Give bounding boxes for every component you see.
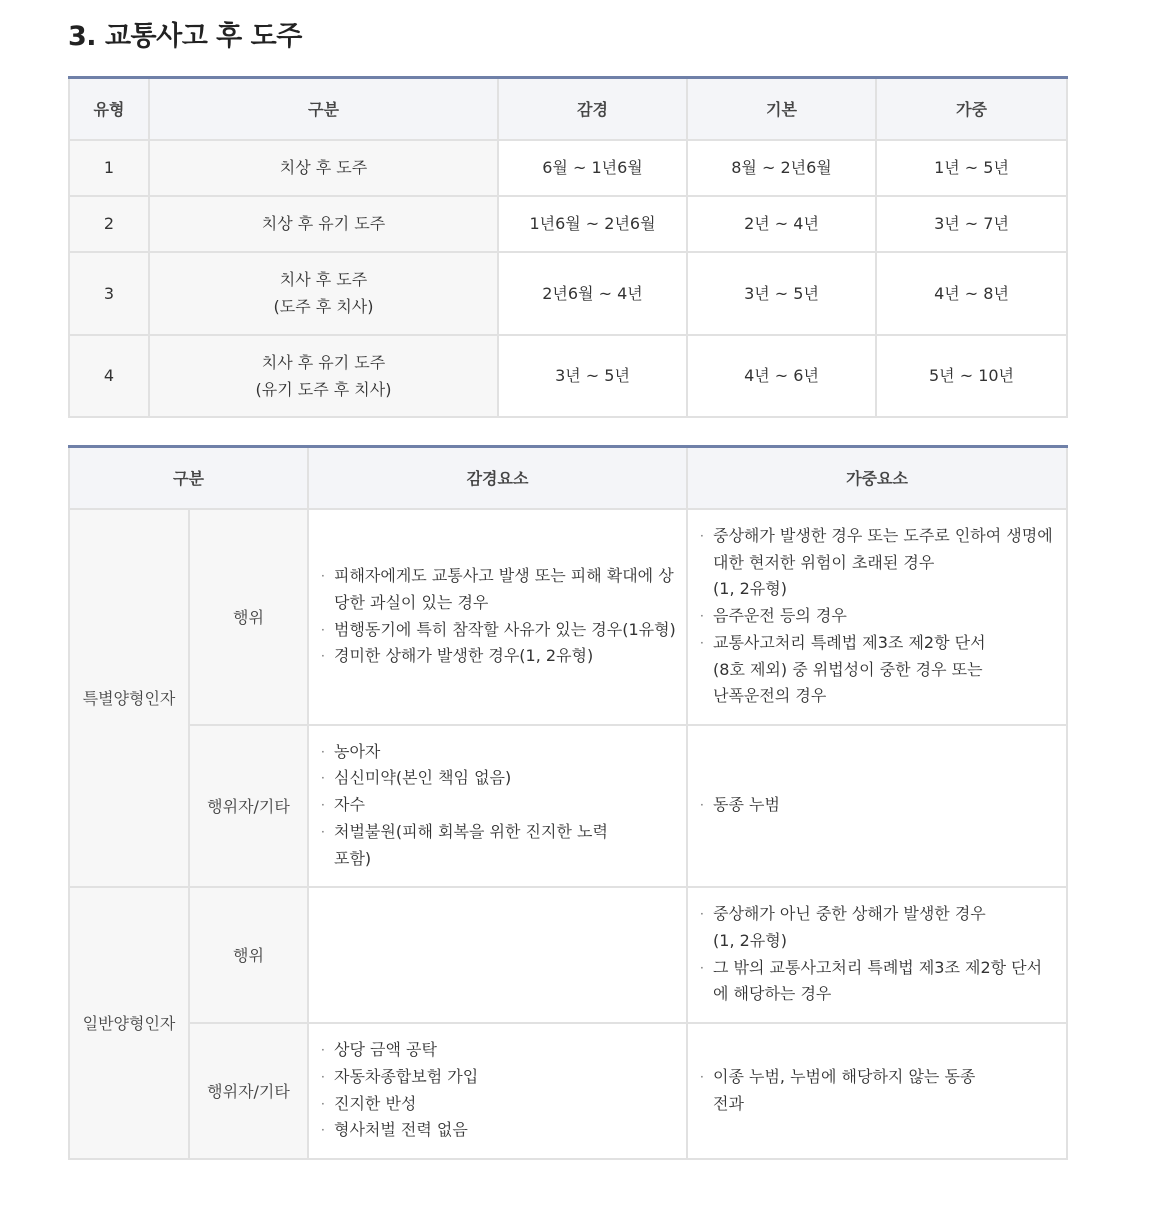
list-item-text: 피해자에게도 교통사고 발생 또는 피해 확대에 상: [334, 566, 674, 586]
sentencing-range-table: [68, 76, 1068, 418]
header-basic: 기본: [687, 78, 876, 140]
list-item-text: 에 해당하는 경우: [713, 984, 832, 1004]
type-cell: 4: [69, 335, 149, 417]
list-item: [700, 603, 1062, 630]
category-cell: [149, 196, 498, 252]
bullet-icon: ·: [321, 1096, 325, 1111]
bullet-icon: ·: [321, 649, 325, 664]
category-line: 치사 후 유기 도주: [261, 352, 386, 372]
basic-cell: 4년 ~ 6년: [687, 335, 876, 417]
sentencing-factors-table: [68, 445, 1068, 1160]
list-item-text: 동종 누범: [713, 795, 780, 815]
basic-cell: 3년 ~ 5년: [687, 252, 876, 335]
aggravating-factors-cell: [687, 725, 1067, 887]
list-item: [700, 1064, 1062, 1117]
table-row: [69, 196, 1067, 252]
table-row: [69, 335, 1067, 417]
table-row: [69, 140, 1067, 196]
aggravating-factors-cell: [687, 509, 1067, 725]
table-row: [69, 509, 1067, 725]
group-label-general: 일반양형인자: [69, 887, 189, 1159]
aggravated-cell: 1년 ~ 5년: [876, 140, 1067, 196]
list-item-text: 전과: [713, 1093, 744, 1113]
table-row: [69, 1023, 1067, 1159]
list-item-text: 자동차종합보험 가입: [334, 1066, 479, 1086]
list-item-text: (8호 제외) 중 위법성이 중한 경우 또는: [713, 659, 983, 679]
header-aggravated: 가중: [876, 78, 1067, 140]
section-title: 3. 교통사고 후 도주: [68, 21, 302, 52]
type-cell: 1: [69, 140, 149, 196]
list-item-text: 형사처벌 전력 없음: [334, 1120, 468, 1140]
list-item: [321, 643, 682, 670]
basic-cell: 8월 ~ 2년6월: [687, 140, 876, 196]
type-cell: 3: [69, 252, 149, 335]
mitigated-cell: 1년6월 ~ 2년6월: [498, 196, 687, 252]
list-item: [700, 630, 1062, 710]
aggravating-factors-cell: [687, 887, 1067, 1023]
bullet-icon: ·: [321, 824, 325, 839]
factor-list: [700, 901, 1062, 1008]
bullet-icon: ·: [321, 771, 325, 786]
basic-cell: 2년 ~ 4년: [687, 196, 876, 252]
bullet-icon: ·: [321, 1123, 325, 1138]
list-item-text: (1, 2유형): [713, 579, 787, 599]
bullet-icon: ·: [700, 609, 704, 624]
list-item: [321, 617, 682, 644]
list-item-text: 중상해가 발생한 경우 또는 도주로 인하여 생명에: [713, 526, 1053, 546]
header-mitigating-factors: 감경요소: [308, 447, 687, 509]
list-item: [321, 765, 682, 792]
factor-list: [700, 523, 1062, 710]
list-item: [321, 1117, 682, 1144]
list-item-text: 포함): [334, 848, 372, 868]
bullet-icon: ·: [321, 798, 325, 813]
bullet-icon: ·: [321, 744, 325, 759]
list-item: [321, 739, 682, 766]
list-item-text: 교통사고처리 특례법 제3조 제2항 단서: [713, 632, 986, 652]
bullet-icon: ·: [700, 529, 704, 544]
aggravated-cell: 5년 ~ 10년: [876, 335, 1067, 417]
mitigated-cell: 6월 ~ 1년6월: [498, 140, 687, 196]
bullet-icon: ·: [321, 622, 325, 637]
list-item: [700, 955, 1062, 1008]
mitigating-factors-cell: [308, 725, 687, 887]
bullet-icon: ·: [700, 798, 704, 813]
list-item-text: 범행동기에 특히 참작할 사유가 있는 경우(1유형): [334, 619, 676, 639]
list-item-text: 상당 금액 공탁: [334, 1040, 437, 1060]
mitigating-factors-cell: [308, 887, 687, 1023]
type-cell: 2: [69, 196, 149, 252]
list-item-text: (1, 2유형): [713, 930, 787, 950]
subcategory-cell: 행위자/기타: [189, 1023, 308, 1159]
bullet-icon: ·: [700, 907, 704, 922]
list-item-text: 처벌불원(피해 회복을 위한 진지한 노력: [334, 821, 608, 841]
aggravated-cell: 3년 ~ 7년: [876, 196, 1067, 252]
header-category: 구분: [69, 447, 308, 509]
header-type: 유형: [69, 78, 149, 140]
factor-list: [700, 1064, 1062, 1117]
list-item-text: 음주운전 등의 경우: [713, 606, 847, 626]
list-item-text: 이종 누범, 누범에 해당하지 않는 동종: [713, 1066, 976, 1086]
table-row: [69, 252, 1067, 335]
factor-list: [700, 792, 1062, 819]
aggravated-cell: 4년 ~ 8년: [876, 252, 1067, 335]
group-label-special: 특별양형인자: [69, 509, 189, 887]
category-line: 치사 후 도주: [279, 270, 368, 289]
header-mitigated: 감경: [498, 78, 687, 140]
bullet-icon: ·: [700, 635, 704, 650]
factor-list: [321, 1037, 682, 1144]
list-item-text: 당한 과실이 있는 경우: [334, 592, 489, 612]
category-line: 치상 후 유기 도주: [261, 214, 386, 233]
header-aggravating-factors: 가중요소: [687, 447, 1067, 509]
list-item: [321, 1091, 682, 1118]
list-item-text: 자수: [334, 795, 365, 815]
list-item: [321, 563, 682, 616]
bullet-icon: ·: [321, 569, 325, 584]
table-row: [69, 725, 1067, 887]
factor-list: [321, 563, 682, 670]
category-cell: [149, 140, 498, 196]
list-item: [321, 819, 682, 872]
list-item: [321, 792, 682, 819]
list-item: [700, 901, 1062, 954]
bullet-icon: ·: [700, 960, 704, 975]
category-note: (유기 도주 후 치사): [255, 379, 392, 399]
category-note: (도주 후 치사): [273, 297, 374, 316]
category-line: 치상 후 도주: [279, 158, 368, 177]
table-header-row: [69, 78, 1067, 140]
factor-list: [321, 739, 682, 873]
mitigating-factors-cell: [308, 1023, 687, 1159]
list-item-text: 난폭운전의 경우: [713, 686, 827, 706]
list-item-text: 그 밖의 교통사고처리 특례법 제3조 제2항 단서: [713, 957, 1043, 977]
list-item-text: 농아자: [334, 741, 381, 761]
list-item-text: 경미한 상해가 발생한 경우(1, 2유형): [334, 646, 594, 666]
category-cell: [149, 252, 498, 335]
list-item-text: 대한 현저한 위험이 초래된 경우: [713, 552, 935, 572]
list-item-text: 심신미약(본인 책임 없음): [334, 768, 512, 788]
table-row: [69, 887, 1067, 1023]
subcategory-cell: 행위자/기타: [189, 725, 308, 887]
list-item: [321, 1064, 682, 1091]
aggravating-factors-cell: [687, 1023, 1067, 1159]
mitigated-cell: 3년 ~ 5년: [498, 335, 687, 417]
table-header-row: [69, 447, 1067, 509]
list-item-text: 진지한 반성: [334, 1093, 417, 1113]
category-cell: [149, 335, 498, 417]
subcategory-cell: 행위: [189, 887, 308, 1023]
list-item: [321, 1037, 682, 1064]
mitigating-factors-cell: [308, 509, 687, 725]
bullet-icon: ·: [700, 1069, 704, 1084]
subcategory-cell: 행위: [189, 509, 308, 725]
list-item-text: 중상해가 아닌 중한 상해가 발생한 경우: [713, 904, 986, 924]
bullet-icon: ·: [321, 1043, 325, 1058]
list-item: [700, 792, 1062, 819]
list-item: [700, 523, 1062, 603]
bullet-icon: ·: [321, 1069, 325, 1084]
mitigated-cell: 2년6월 ~ 4년: [498, 252, 687, 335]
header-category: 구분: [149, 78, 498, 140]
